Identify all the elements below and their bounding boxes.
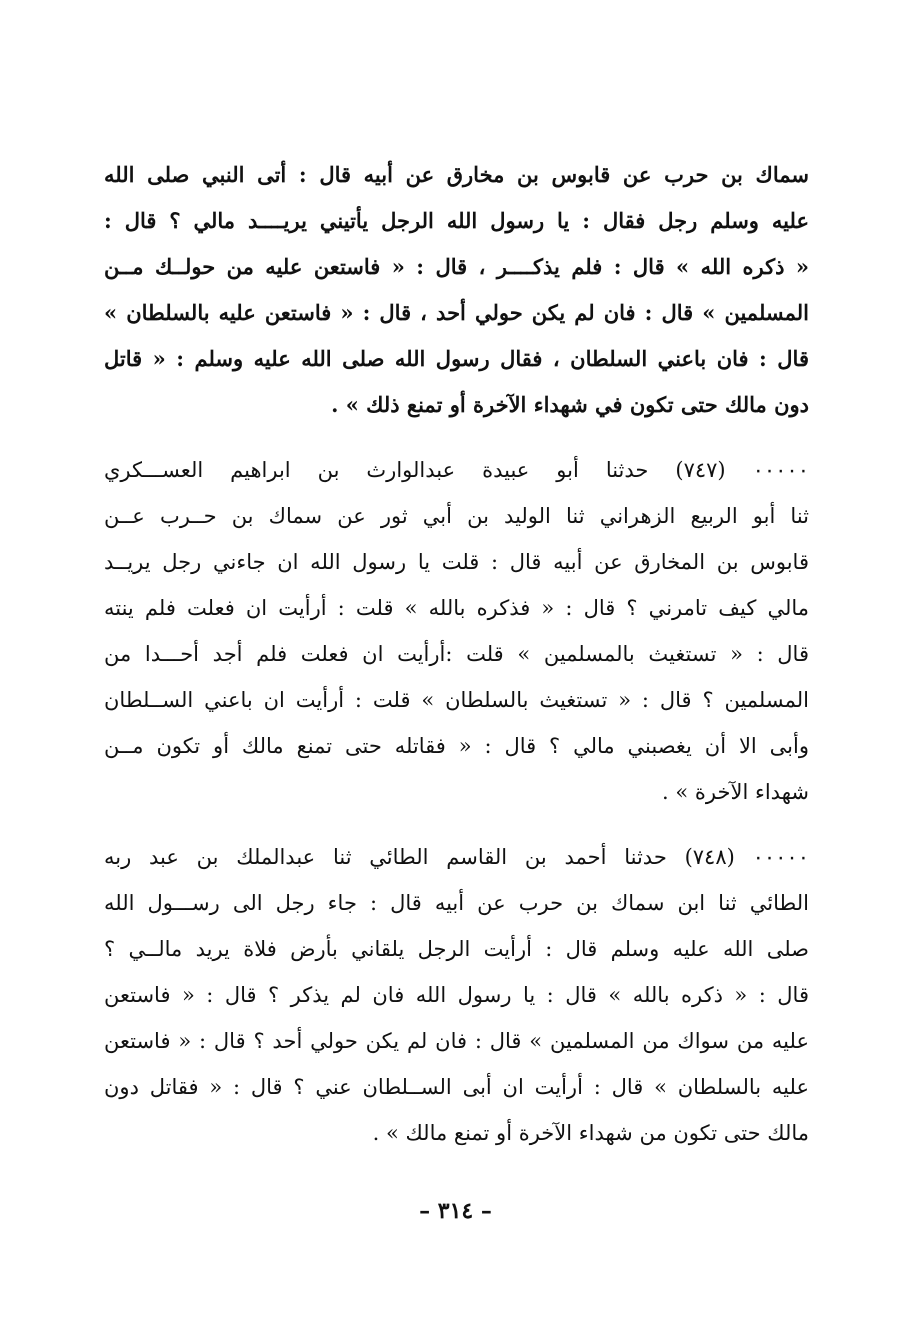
text-line: صلى الله عليه وسلم قال : أرأيت الرجل يلقاني بأرض فلاة يريد مالــي ؟ [104, 937, 809, 961]
text-line: ٠٠٠٠٠ (٧٤٨) حدثنا أحمد بن القاسم الطائي ثنا عبدالملك بن عبد ربه [104, 845, 809, 869]
text-line: ثنا أبو الربيع الزهراني ثنا الوليد بن أبي ثور عن سماك بن حــرب عــن [104, 504, 809, 528]
text-line: المسلمين » قال : فان لم يكن حولي أحد ، قال : « فاستعن عليه بالسلطان » [104, 300, 809, 325]
hadith-paragraph-747 [104, 447, 809, 815]
text-line: قال : « تستغيث بالمسلمين » قلت :أرأيت ان فعلت فلم أجد أحـــدا من [104, 642, 809, 666]
text-line: الطائي ثنا ابن سماك بن حرب عن أبيه قال : جاء رجل الى رســـول الله [104, 891, 809, 915]
hadith-paragraph-748 [104, 834, 809, 1156]
text-line: عليه من سواك من المسلمين » قال : فان لم يكن حولي أحد ؟ قال : « فاستعن [104, 1029, 809, 1053]
text-line: سماك بن حرب عن قابوس بن مخارق عن أبيه قال : أتى النبي صلى الله [104, 162, 809, 187]
text-line: مالك حتى تكون من شهداء الآخرة أو تمنع مالك » . [372, 1121, 809, 1145]
text-line: شهداء الآخرة » . [662, 780, 809, 804]
text-line: دون مالك حتى تكون في شهداء الآخرة أو تمنع ذلك » . [331, 392, 809, 417]
text-line: قال : فان باعني السلطان ، فقال رسول الله صلى الله عليه وسلم : « قاتل [104, 346, 809, 371]
text-line: المسلمين ؟ قال : « تستغيث بالسلطان » قلت : أرأيت ان باعني الســلطان [104, 688, 809, 712]
text-line: عليه بالسلطان » قال : أرأيت ان أبى الســلطان عني ؟ قال : « فقاتل دون [104, 1075, 809, 1099]
text-line: عليه وسلم رجل فقال : يا رسول الله الرجل يأتيني يريــــد مالي ؟ قال : [104, 208, 809, 233]
text-line: ٠٠٠٠٠ (٧٤٧) حدثنا أبو عبيدة عبدالوارث بن ابراهيم العســـكري [104, 458, 809, 482]
text-line: قال : « ذكره بالله » قال : يا رسول الله فان لم يذكر ؟ قال : « فاستعن [104, 983, 809, 1007]
text-line: وأبى الا أن يغصبني مالي ؟ قال : « فقاتله حتى تمنع مالك أو تكون مــن [104, 734, 809, 758]
page-number: – ٣١٤ – [419, 1198, 492, 1224]
text-line: « ذكره الله » قال : فلم يذكــــر ، قال : « فاستعن عليه من حولــك مــن [104, 254, 809, 279]
text-line: مالي كيف تامرني ؟ قال : « فذكره بالله » قلت : أرأيت ان فعلت فلم ينته [104, 596, 809, 620]
text-line: قابوس بن المخارق عن أبيه قال : قلت يا رسول الله ان جاءني رجل يريــد [104, 550, 809, 574]
hadith-paragraph-746-continued [104, 152, 809, 428]
